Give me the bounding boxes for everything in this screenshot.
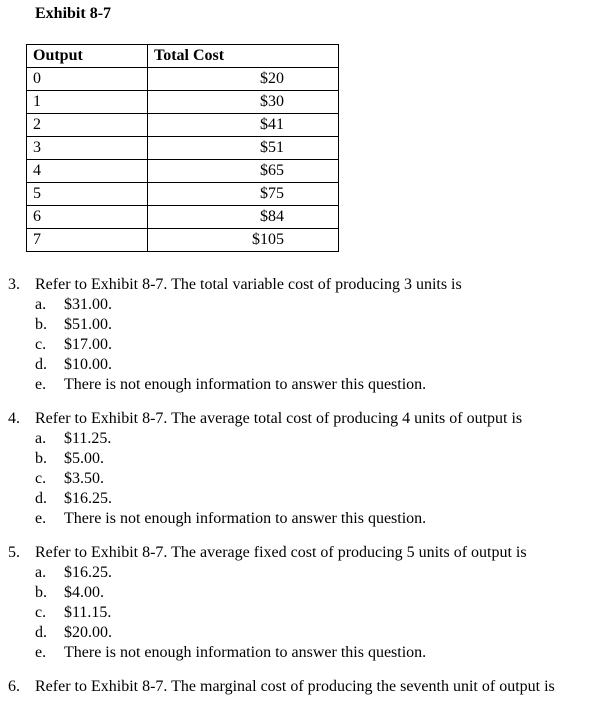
question-text: Refer to Exhibit 8-7. The average total cost of producing 4 units of output is <box>35 410 523 427</box>
answer-choice <box>0 563 609 583</box>
choice-text: $5.00. <box>64 450 104 467</box>
table-row <box>27 137 339 160</box>
table-row <box>27 68 339 91</box>
output-cell: 5 <box>27 183 148 206</box>
choice-letter: d. <box>35 490 47 507</box>
choice-letter: e. <box>35 376 47 393</box>
choice-text: $16.25. <box>64 490 112 507</box>
output-cell: 0 <box>27 68 148 91</box>
question-number: 4. <box>8 410 20 427</box>
choice-letter: e. <box>35 510 47 527</box>
answer-choice <box>0 295 609 315</box>
answer-choice <box>0 509 609 529</box>
choice-letter: a. <box>35 564 47 581</box>
total-cost-cell: $41 <box>148 114 339 137</box>
table-row <box>27 91 339 114</box>
table-row <box>27 114 339 137</box>
question-5 <box>0 543 609 663</box>
cost-table <box>26 44 339 252</box>
question-number: 3. <box>8 276 20 293</box>
choice-letter: a. <box>35 430 47 447</box>
table-header-row <box>27 45 339 68</box>
question-stem <box>0 275 609 295</box>
question-text: Refer to Exhibit 8-7. The marginal cost of producing the seventh unit of output is <box>35 678 555 695</box>
answer-choice <box>0 449 609 469</box>
answer-choice <box>0 355 609 375</box>
answer-choice <box>0 335 609 355</box>
choice-text: There is not enough information to answer this question. <box>64 510 427 527</box>
output-cell: 4 <box>27 160 148 183</box>
choice-letter: d. <box>35 356 47 373</box>
choice-letter: c. <box>35 336 47 353</box>
choice-letter: b. <box>35 584 47 601</box>
answer-choice <box>0 315 609 335</box>
choice-letter: d. <box>35 624 47 641</box>
choice-text: $3.50. <box>64 470 104 487</box>
exhibit-title: Exhibit 8-7 <box>35 5 112 22</box>
total-cost-cell: $75 <box>148 183 339 206</box>
total-cost-cell: $51 <box>148 137 339 160</box>
choice-text: $4.00. <box>64 584 104 601</box>
choice-text: $51.00. <box>64 316 112 333</box>
table-row <box>27 183 339 206</box>
choice-letter: c. <box>35 604 47 621</box>
question-text: Refer to Exhibit 8-7. The average fixed cost of producing 5 units of output is <box>35 544 527 561</box>
table-row <box>27 229 339 252</box>
question-6 <box>0 677 609 697</box>
question-4 <box>0 409 609 529</box>
question-stem <box>0 409 609 429</box>
answer-choice <box>0 429 609 449</box>
answer-choice <box>0 489 609 509</box>
total-cost-cell: $65 <box>148 160 339 183</box>
question-number: 6. <box>8 678 20 695</box>
question-text: Refer to Exhibit 8-7. The total variable cost of producing 3 units is <box>35 276 462 293</box>
answer-choice <box>0 603 609 623</box>
output-cell: 3 <box>27 137 148 160</box>
total-cost-cell: $84 <box>148 206 339 229</box>
total-cost-cell: $105 <box>148 229 339 252</box>
output-cell: 6 <box>27 206 148 229</box>
answer-choice <box>0 375 609 395</box>
column-header-total-cost: Total Cost <box>148 45 339 68</box>
choice-letter: b. <box>35 316 47 333</box>
choice-text: $16.25. <box>64 564 112 581</box>
output-cell: 2 <box>27 114 148 137</box>
choice-letter: c. <box>35 470 47 487</box>
choice-text: There is not enough information to answer this question. <box>64 644 427 661</box>
column-header-output: Output <box>27 45 148 68</box>
output-cell: 1 <box>27 91 148 114</box>
table-row <box>27 160 339 183</box>
choice-letter: e. <box>35 644 47 661</box>
choice-text: $17.00. <box>64 336 112 353</box>
table-row <box>27 206 339 229</box>
total-cost-cell: $20 <box>148 68 339 91</box>
output-cell: 7 <box>27 229 148 252</box>
answer-choice <box>0 583 609 603</box>
choice-text: $31.00. <box>64 296 112 313</box>
choice-text: $10.00. <box>64 356 112 373</box>
choice-letter: b. <box>35 450 47 467</box>
choice-letter: a. <box>35 296 47 313</box>
question-stem <box>0 543 609 563</box>
answer-choice <box>0 469 609 489</box>
question-number: 5. <box>8 544 20 561</box>
question-stem <box>0 677 609 697</box>
question-3 <box>0 275 609 395</box>
answer-choice <box>0 643 609 663</box>
total-cost-cell: $30 <box>148 91 339 114</box>
choice-text: There is not enough information to answer this question. <box>64 376 427 393</box>
choice-text: $11.25. <box>64 430 112 447</box>
choice-text: $11.15. <box>64 604 112 621</box>
question-list <box>0 275 609 711</box>
answer-choice <box>0 623 609 643</box>
choice-text: $20.00. <box>64 624 112 641</box>
